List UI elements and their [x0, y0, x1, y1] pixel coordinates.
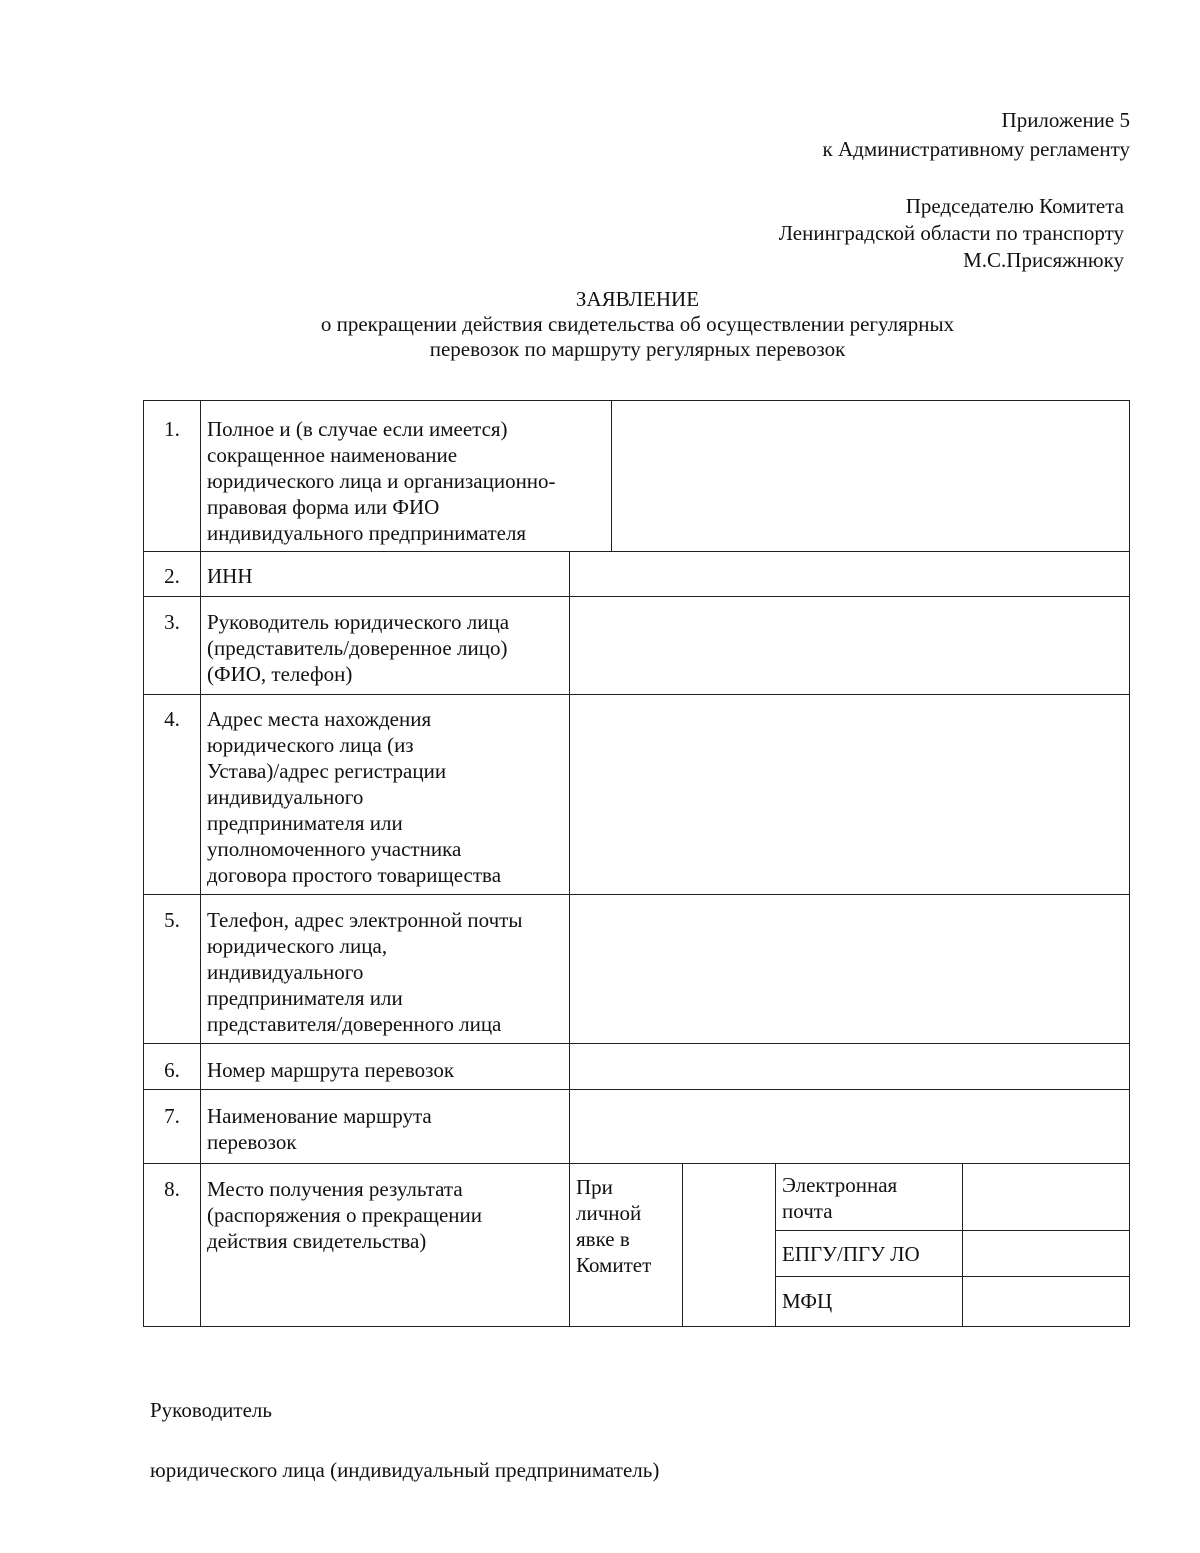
row-number: 1. — [164, 417, 180, 441]
row-divider — [144, 1089, 1130, 1090]
annex-reference — [823, 106, 1130, 164]
row-number: 4. — [164, 707, 180, 731]
recipient-name: М.С.Присяжнюку — [963, 248, 1124, 272]
row-divider — [144, 596, 1130, 597]
signature-title: Руководитель — [150, 1398, 272, 1422]
option-label-mfc: МФЦ — [782, 1289, 833, 1313]
option-label-in-person: При личной явке в Комитет — [576, 1175, 652, 1277]
row-divider — [144, 694, 1130, 695]
row-number: 6. — [164, 1058, 180, 1082]
option-checkbox-in-person[interactable] — [684, 1165, 774, 1326]
annex-number: Приложение 5 — [1001, 108, 1130, 132]
title-subject-line2: перевозок по маршруту регулярных перевозок — [429, 337, 846, 361]
row-number: 8. — [164, 1177, 180, 1201]
row-number: 3. — [164, 610, 180, 634]
column-divider — [775, 1163, 776, 1327]
value-field-organization-name[interactable] — [613, 403, 1129, 550]
option-label-epgu: ЕПГУ/ПГУ ЛО — [782, 1242, 920, 1266]
signature-block — [150, 1365, 659, 1515]
row-label-route-number: Номер маршрута перевозок — [207, 1058, 455, 1082]
row-label-result-place: Место получения результата (распоряжения о прекращении действия свидетельства) — [207, 1177, 483, 1253]
column-divider — [569, 551, 570, 1327]
annex-regulation: к Административному регламенту — [822, 137, 1130, 161]
row-divider — [144, 551, 1130, 552]
row-divider — [144, 1163, 1130, 1164]
recipient-block — [779, 193, 1124, 274]
row-number: 5. — [164, 908, 180, 932]
column-divider — [611, 401, 612, 551]
value-field-route-name[interactable] — [571, 1091, 1129, 1162]
value-field-route-number[interactable] — [571, 1045, 1129, 1088]
column-divider — [682, 1163, 683, 1327]
recipient-position: Председателю Комитета — [905, 194, 1124, 218]
value-field-address[interactable] — [571, 696, 1129, 893]
value-field-head[interactable] — [571, 598, 1129, 693]
recipient-organization: Ленинградской области по транспорту — [778, 221, 1124, 245]
value-field-contacts[interactable] — [571, 896, 1129, 1042]
document-title — [0, 287, 1200, 362]
row-label-organization-name: Полное и (в случае если имеется) сокращенное наименование юридического лица и организационно- правовая форма или ФИО индивидуального предпринимателя — [207, 417, 556, 545]
row-divider — [144, 1043, 1130, 1044]
row-divider — [144, 894, 1130, 895]
value-field-inn[interactable] — [571, 553, 1129, 595]
row-number: 2. — [164, 564, 180, 588]
row-label-inn: ИНН — [207, 564, 253, 588]
title-subject-line1: о прекращении действия свидетельства об осуществлении регулярных — [320, 312, 955, 336]
row-label-head: Руководитель юридического лица (представитель/доверенное лицо) (ФИО, телефон) — [207, 610, 510, 686]
row-divider — [775, 1276, 1130, 1277]
option-checkbox-email[interactable] — [964, 1165, 1129, 1229]
row-label-address: Адрес места нахождения юридического лица (из Устава)/адрес регистрации индивидуального предпринимателя или уполномоченного участника договора простого товарищества — [207, 707, 502, 887]
row-number: 7. — [164, 1104, 180, 1128]
column-divider — [200, 401, 201, 1327]
signature-subtitle: юридического лица (индивидуальный предприниматель) — [150, 1458, 660, 1482]
column-divider — [962, 1163, 963, 1327]
row-label-contacts: Телефон, адрес электронной почты юридического лица, индивидуального предпринимателя или представителя/доверенного лица — [207, 908, 523, 1036]
row-label-route-name: Наименование маршрута перевозок — [207, 1104, 432, 1154]
option-checkbox-mfc[interactable] — [964, 1278, 1129, 1326]
option-label-email: Электронная почта — [782, 1173, 898, 1223]
option-checkbox-epgu[interactable] — [964, 1232, 1129, 1275]
row-divider — [775, 1230, 1130, 1231]
title-main: ЗАЯВЛЕНИЕ — [575, 287, 700, 311]
application-form-table — [143, 400, 1130, 1327]
